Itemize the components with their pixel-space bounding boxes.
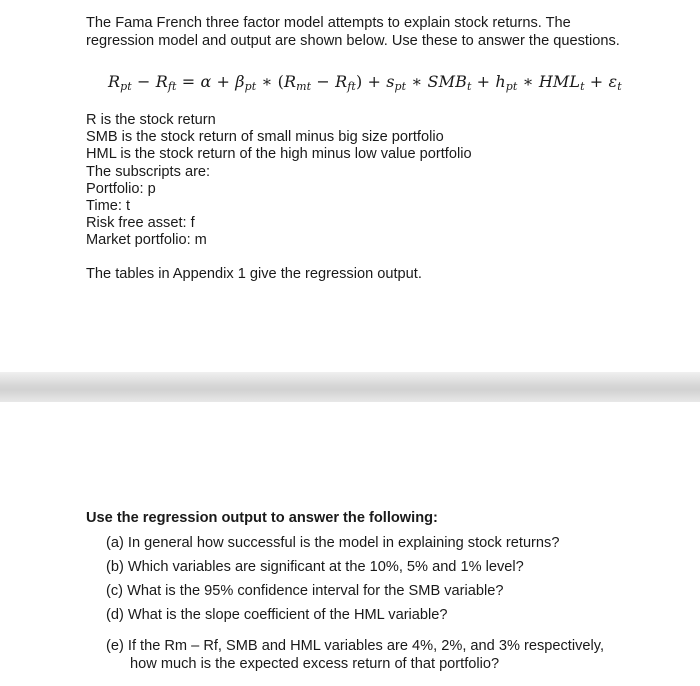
intro-line-2: regression model and output are shown below. Use these to answer the questions. (86, 33, 620, 49)
question-e-line-1: (e) If the Rm – Rf, SMB and HML variables are 4%, 2%, and 3% respectively, (106, 638, 605, 654)
definitions-list (86, 112, 472, 250)
intro-paragraph (86, 14, 666, 50)
definition-item: Time: t (86, 198, 131, 215)
eq-sub-t: t (580, 80, 585, 93)
eq-sub-ft: ft (347, 80, 356, 93)
question-b: (b) Which variables are significant at the 10%, 5% and 1% level? (106, 559, 524, 575)
definition-item: R is the stock return (86, 112, 216, 128)
eq-R: R (284, 72, 297, 91)
questions-list (106, 534, 666, 679)
eq-lparen: ( (277, 72, 284, 91)
eq-s: s (386, 72, 395, 91)
eq-plus: + (362, 72, 387, 91)
eq-sub-pt: pt (120, 80, 132, 93)
eq-plus: + (584, 72, 609, 91)
questions-heading: Use the regression output to answer the following: (86, 510, 438, 526)
definition-item: Risk free asset: f (86, 215, 195, 232)
definition-item: SMB is the stock return of small minus big size portfolio (86, 129, 444, 146)
eq-sub-pt: pt (505, 80, 518, 93)
eq-SMB: SMB (427, 72, 467, 91)
eq-h: h (495, 72, 506, 91)
eq-R: R (155, 72, 168, 91)
eq-minus: − (131, 72, 156, 91)
eq-sub-t: t (466, 80, 472, 93)
eq-beta: β (235, 72, 245, 91)
document-page-2 (0, 402, 700, 686)
eq-equals: = (176, 72, 201, 91)
regression-equation (108, 72, 668, 91)
eq-plus: + (471, 72, 496, 91)
eq-sub-t: t (617, 80, 622, 93)
question-e (106, 637, 666, 673)
definition-item: The subscripts are: (86, 163, 211, 180)
eq-R: R (335, 72, 348, 91)
appendix-note: The tables in Appendix 1 give the regression output. (86, 266, 422, 282)
eq-sub-ft: ft (167, 80, 177, 93)
eq-star: ∗ (406, 72, 428, 91)
question-e-line-2: how much is the expected excess return of that portfolio? (130, 656, 500, 672)
eq-sub-pt: pt (244, 80, 257, 93)
question-c: (c) What is the 95% confidence interval for the SMB variable? (106, 583, 504, 599)
eq-star: ∗ (256, 72, 278, 91)
eq-sub-pt: pt (394, 80, 407, 93)
question-d: (d) What is the slope coefficient of the HML variable? (106, 607, 448, 623)
eq-sub-mt: mt (296, 80, 312, 93)
definition-item: Market portfolio: m (86, 232, 207, 249)
eq-star: ∗ (517, 72, 539, 91)
definition-item: HML is the stock return of the high minus low value portfolio (86, 146, 472, 163)
eq-HML: HML (538, 72, 581, 91)
eq-rparen: ) (355, 72, 363, 91)
eq-plus: + (211, 72, 236, 91)
eq-alpha: α (200, 72, 212, 91)
definition-item: Portfolio: p (86, 180, 156, 197)
intro-line-1: The Fama French three factor model attempts to explain stock returns. The (86, 15, 571, 31)
eq-minus: − (311, 72, 336, 91)
eq-R: R (108, 72, 121, 91)
eq-epsilon: ε (608, 72, 618, 91)
question-a: (a) In general how successful is the model in explaining stock returns? (106, 535, 560, 551)
page-separator (0, 372, 700, 402)
